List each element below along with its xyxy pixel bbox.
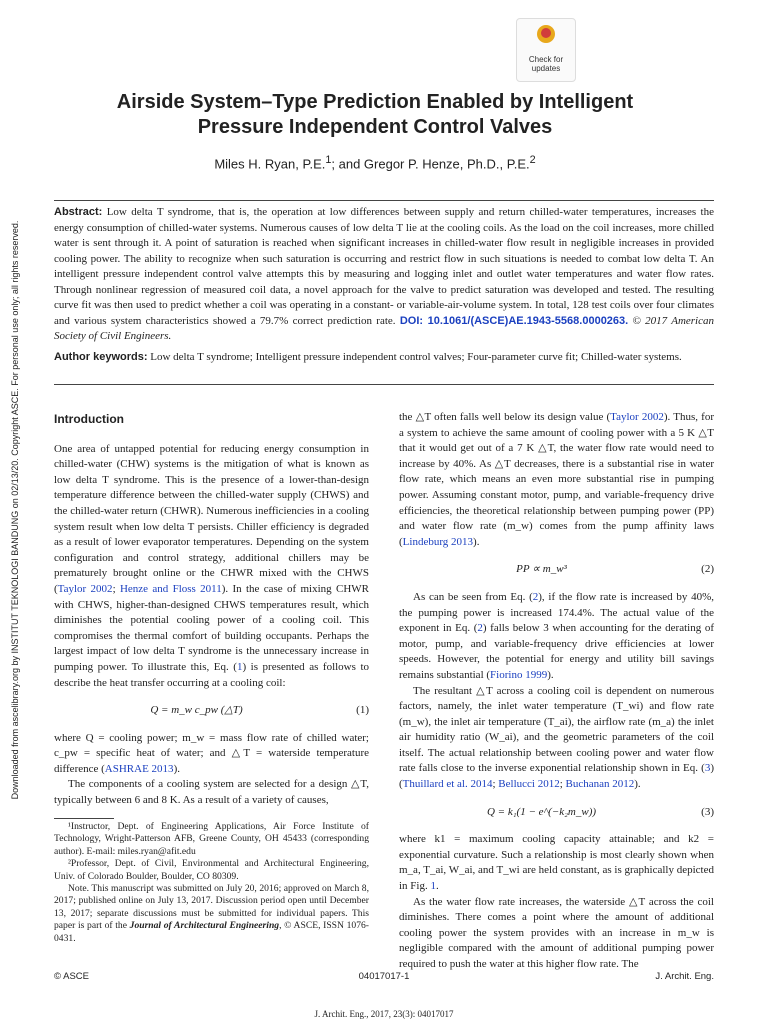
equation-3-body: Q = k₁(1 − e^(−k₂m_w))	[486, 805, 597, 818]
equation-3	[399, 805, 714, 821]
right-paragraph-1: the △T often falls well below its design value (Taylor 2002). Thus, for a system to achieve the same amount of cooling power with a 5 K △T that it would get out of a 7 K △T, the water flow rate would need to increase by 40%. As △T decreases, there is a substantial rise in water flow rate, which means an even more substantial rise in pumping power. Assuming constant motor, pump, and variable-frequency drive efficiencies, the theoretical relationship between pumping power (PP) and water flow rate (m_w) comes from the pump affinity laws (Lindeburg 2013).	[399, 411, 714, 548]
keywords-text: Low delta T syndrome; Intelligent pressure independent control valves; Four-parameter curve fit; Chilled-water systems.	[147, 351, 682, 363]
footnote-2: ²Professor, Dept. of Civil, Environmental and Architectural Engineering, Univ. of Colorado Boulder, Boulder, CO 80309.	[54, 858, 369, 882]
equation-1	[54, 703, 369, 719]
footer-publisher: © ASCE	[54, 971, 89, 982]
eq-ref-1[interactable]: 1	[236, 660, 243, 673]
badge-line2: updates	[531, 64, 561, 73]
abstract-label: Abstract:	[54, 206, 103, 218]
eq-ref-3[interactable]: 3	[704, 762, 711, 775]
footnotes	[54, 821, 369, 945]
keywords-bottom-rule	[54, 384, 714, 385]
author-line	[60, 154, 690, 171]
badge-line1: Check for	[528, 55, 564, 64]
right-paragraph-3: The resultant △T across a cooling coil is dependent on numerous factors, namely, the inlet water temperature (T_wi) and flow rate (m_w), the inlet air temperature (T_ai), the airflow rate (m_a) the inlet air humidity ratio (W_ai), and the geometric parameters of the coil itself. The actual relationship between cooling power and water flow rate falls close to the inverse exponential relationship shown in Eq. (3) (Thuillard et al. 2014; Bellucci 2012; Buchanan 2012).	[399, 684, 714, 791]
equation-2	[399, 562, 714, 578]
doi-link[interactable]: 10.1061/(ASCE)AE.1943-5568.0000263.	[423, 314, 629, 327]
citation-line: J. Archit. Eng., 2017, 23(3): 04017017	[314, 1009, 454, 1019]
abstract-top-rule	[54, 200, 714, 201]
intro-paragraph-3: The components of a cooling system are selected for a design △T, typically between 6 and 8 K. As a result of a variety of causes,	[54, 778, 369, 807]
ref-ashrae-2013[interactable]: ASHRAE 2013	[104, 762, 174, 775]
ref-thuillard-2014[interactable]: Thuillard et al. 2014	[402, 778, 493, 791]
author-1: Miles H. Ryan, P.E.	[214, 156, 326, 172]
title-line1: Airside System–Type Prediction Enabled by Intelligent	[116, 91, 634, 113]
author-2-affil: 2	[529, 154, 536, 166]
submission-note: Note. This manuscript was submitted on July 20, 2016; approved on March 8, 2017; published online on July 13, 2017. Discussion period open until December 13, 2017; separate discussions must be submitted for individual papers. This paper is part of the Journal of Architectural Engineering, © ASCE, ISSN 1076-0431.	[54, 883, 369, 944]
equation-3-number: (3)	[701, 805, 714, 818]
doi-label: DOI:	[399, 314, 424, 327]
left-column	[54, 412, 369, 809]
ref-taylor-2002-b[interactable]: Taylor 2002	[610, 411, 664, 423]
equation-2-number: (2)	[701, 563, 714, 576]
ref-fiorino-1999[interactable]: Fiorino 1999	[490, 668, 548, 681]
eq-ref-2[interactable]: 2	[532, 590, 539, 603]
abstract-text: Low delta T syndrome, that is, the operation at low differences between supply and return chilled-water temperatures, increases the energy consumption of chilled-water systems. Numerous causes of low delta T lie at the cooling coils. As the load on the coil increases, more chilled water is sent through it. A point of saturation is reached when significant increases in chilled-water flow result in negligible increases in provided cooling power. The ability to recognize when such saturation is occurring and restrict flow in such situations is needed to combat low delta T. An intelligent pressure independent control valve attempts this by measuring and logging inlet and outlet water temperatures and water flow rates. Through nonlinear regression of measured coil data, a novel approach for the valve to predict saturation was developed and tested. The resulting curve fit was then used to predict whether a coil was operating in a constant- or variable-air-volume system. In total, 128 test coils over four climates and various system characteristics showed a 79.7% correct prediction rate.	[54, 206, 714, 327]
right-column	[399, 410, 714, 973]
section-heading-introduction: Introduction	[54, 412, 124, 426]
equation-1-number: (1)	[356, 704, 369, 717]
footer-article-number: 04017017-1	[358, 971, 410, 982]
author-1-affil: 1	[325, 154, 332, 166]
paper-title	[60, 90, 690, 140]
author-2: Gregor P. Henze, Ph.D., P.E.	[363, 156, 530, 172]
equation-1-body: Q = m_w c_pw (△T)	[150, 704, 243, 717]
intro-paragraph-2: where Q = cooling power; m_w = mass flow rate of chilled water; c_pw = specific heat of water; and △T = waterside temperature difference (ASHRAE 2013).	[54, 731, 369, 775]
ref-taylor-2002[interactable]: Taylor 2002	[57, 582, 113, 595]
ref-buchanan-2012[interactable]: Buchanan 2012	[565, 778, 635, 791]
abstract	[54, 205, 714, 345]
footnote-1: ¹Instructor, Dept. of Engineering Applications, Air Force Institute of Technology, Wright-Patterson AFB, Greene County, OH 45433 (corresponding author). E-mail: miles.ryan@afit.edu	[54, 821, 369, 857]
eq-ref-2b[interactable]: 2	[477, 622, 483, 635]
journal-name: Journal of Architectural Engineering	[129, 920, 280, 932]
equation-2-body: PP ∝ m_w³	[516, 563, 567, 576]
fig-ref-1[interactable]: 1	[430, 880, 436, 893]
intro-paragraph-1: One area of untapped potential for reducing energy consumption in chilled-water (CHW) systems is the mitigation of what is known as low delta T syndrome. This is the presence of a lower-than-design temperature difference between the chilled-water supply (CHWS) and the chilled-water return (CHWR). Numerous inefficiencies in a cooling system result when low delta T persists. Chiller efficiency is degraded as a result of lower evaporator temperatures. Depending on the system configuration and control strategy, additional chillers may be prematurely brought online or the CHWR mixed with the CHWS (Taylor 2002; Henze and Floss 2011). In the case of mixing CHWR with CHWS, higher-than-designed CHWS temperatures result, which diminishes the potential cooling power of a cooling coil. This compromises the thermal comfort of building occupants. Perhaps the largest impact of low delta T syndrome is the unnecessary increase in pumping power. To illustrate this, Eq. (1) is presented as follows to describe the heat transfer occurring at a cooling coil:	[54, 442, 369, 689]
right-paragraph-4: where k1 = maximum cooling capacity attainable; and k2 = exponential curvature. Such a relationship is most clearly shown when m_a, T_ai, W_ai, and T_wi are held constant, as is graphically depicted in Fig. 1.	[399, 833, 714, 893]
title-line2: Pressure Independent Control Valves	[197, 116, 553, 138]
download-watermark: Downloaded from ascelibrary.org by INSTITUT TEKNOLOGI BANDUNG on 02/13/20. Copyright ASCE. For personal use only; all rights reserved.	[10, 220, 20, 800]
right-paragraph-5: As the water flow rate increases, the waterside △T across the coil diminishes. There comes a point where the amount of additional cooling power the system provides with an increase in m_w is negligible compared with the amount of additional pumping power required to push the water at this higher flow rate. The	[399, 895, 714, 970]
footnote-rule	[54, 818, 114, 819]
author-keywords	[54, 350, 714, 366]
abstract-copyright: © 2017 American Society of Civil Engineers.	[54, 314, 714, 342]
footer-journal: J. Archit. Eng.	[655, 971, 714, 982]
crossmark-icon	[537, 25, 555, 43]
right-paragraph-2: As can be seen from Eq. (2), if the flow rate is increased by 40%, the pumping power is increased 174.4%. The actual value of the exponent in Eq. (2) falls below 3 when accounting for the derating of motor, pump, and variable-frequency drive efficiencies at lower speeds. However, the potential for energy and utility bill savings remains substantial (Fiorino 1999).	[399, 590, 714, 681]
keywords-label: Author keywords:	[54, 351, 148, 363]
check-for-updates-badge[interactable]	[516, 18, 576, 82]
author-separator: ; and	[331, 156, 364, 172]
ref-bellucci-2012[interactable]: Bellucci 2012	[498, 778, 560, 791]
ref-henze-floss-2011[interactable]: Henze and Floss 2011	[119, 582, 222, 595]
ref-lindeburg-2013[interactable]: Lindeburg 2013	[402, 535, 474, 548]
